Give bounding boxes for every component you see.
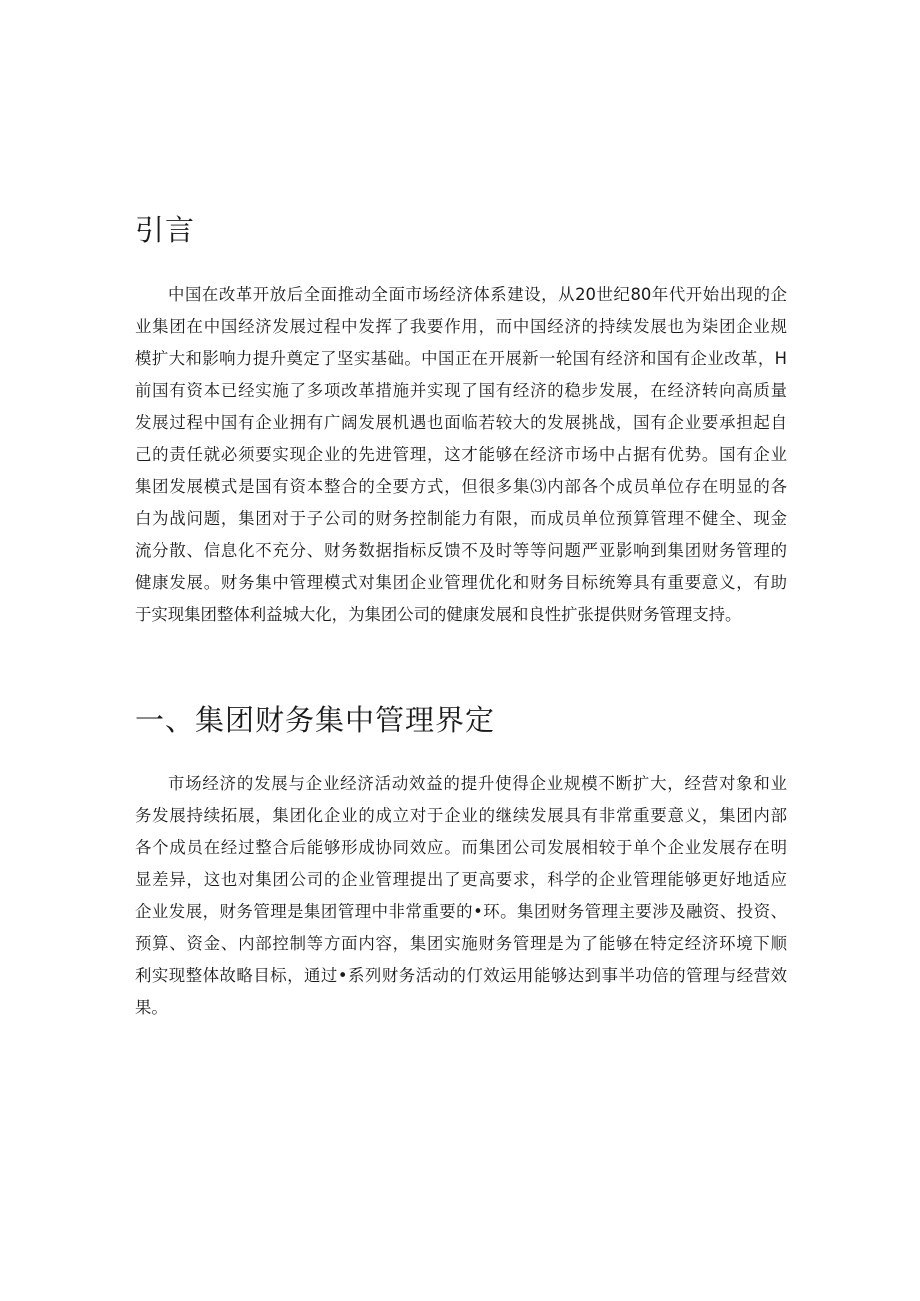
intro-paragraph bbox=[135, 279, 787, 631]
paragraph-line: 模扩大和影响力提升奠定了坚实基础。中国正在开展新一轮国有经济和国有企业改革，H bbox=[135, 349, 787, 368]
paragraph-line: 中国在改革开放后全面推动全面市场经济体系建设，从20世纪80年代开始出现的企 bbox=[168, 285, 787, 304]
paragraph-line: 业集团在中国经济发展过程中发挥了我要作用，而中国经济的持续发展也为柒团企业规 bbox=[135, 317, 787, 336]
paragraph-line: 预算、资金、内部控制等方面内容，集团实施财务管理是为了能够在特定经济环境下顺 bbox=[135, 934, 787, 953]
paragraph-line: 前国有资本已经实施了多项改革措施并实现了国有经济的稳步发展，在经济转向高质量 bbox=[135, 381, 787, 400]
paragraph-line: 各个成员在经过整合后能够形成协同效应。而集团公司发展相较于单个企业发展存在明 bbox=[135, 838, 787, 857]
paragraph-line: 流分散、信息化不充分、财务数据指标反馈不及时等等问题严亚影响到集团财务管理的 bbox=[135, 541, 787, 560]
paragraph-line: 利实现整体故略目标，通过•系列财务活动的仃效运用能够达到事半功倍的管理与经营效 bbox=[135, 966, 787, 985]
paragraph-line: 果。 bbox=[135, 998, 168, 1017]
section-heading-intro: 引言 bbox=[135, 213, 196, 247]
paragraph-line: 企业发展，财务管理是集团管理中非常重要的•环。集团财务管理主要涉及融资、投资、 bbox=[135, 902, 787, 921]
section1-paragraph bbox=[135, 768, 787, 1024]
paragraph-line: 于实现集团整体利益城大化，为集团公司的健康发展和良性扩张提供财务管理支持。 bbox=[135, 605, 742, 624]
paragraph-line: 发展过程中国有企业拥有广阔发展机遇也面临若较大的发展挑战，国有企业要承担起自 bbox=[135, 413, 787, 432]
paragraph-line: 显差异，这也对集团公司的企业管理提出了更高要求，科学的企业管理能够更好地适应 bbox=[135, 870, 787, 889]
paragraph-line: 己的责任就必须要实现企业的先进管理，这才能够在经济市场中占据有优势。国有企业 bbox=[135, 445, 787, 464]
paragraph-line: 市场经济的发展与企业经济活动效益的提升使得企业规模不断扩大，经营对象和业 bbox=[168, 774, 787, 793]
paragraph-line: 健康发展。财务集中管理模式对集团企业管理优化和财务目标统筹具有重要意义，有助 bbox=[135, 573, 787, 592]
paragraph-line: 集团发展模式是国有资本整合的全要方式，但很多集⑶内部各个成员单位存在明显的各 bbox=[135, 477, 787, 496]
section-heading-1: 一、集团财务集中管理界定 bbox=[135, 703, 496, 737]
paragraph-line: 白为战问题，集团对于子公司的财务控制能力有限，而成员单位预算管理不健全、现金 bbox=[135, 509, 787, 528]
paragraph-line: 务发展持续拓展，集团化企业的成立对于企业的继续发展具有非常重要意义，集团内部 bbox=[135, 806, 787, 825]
